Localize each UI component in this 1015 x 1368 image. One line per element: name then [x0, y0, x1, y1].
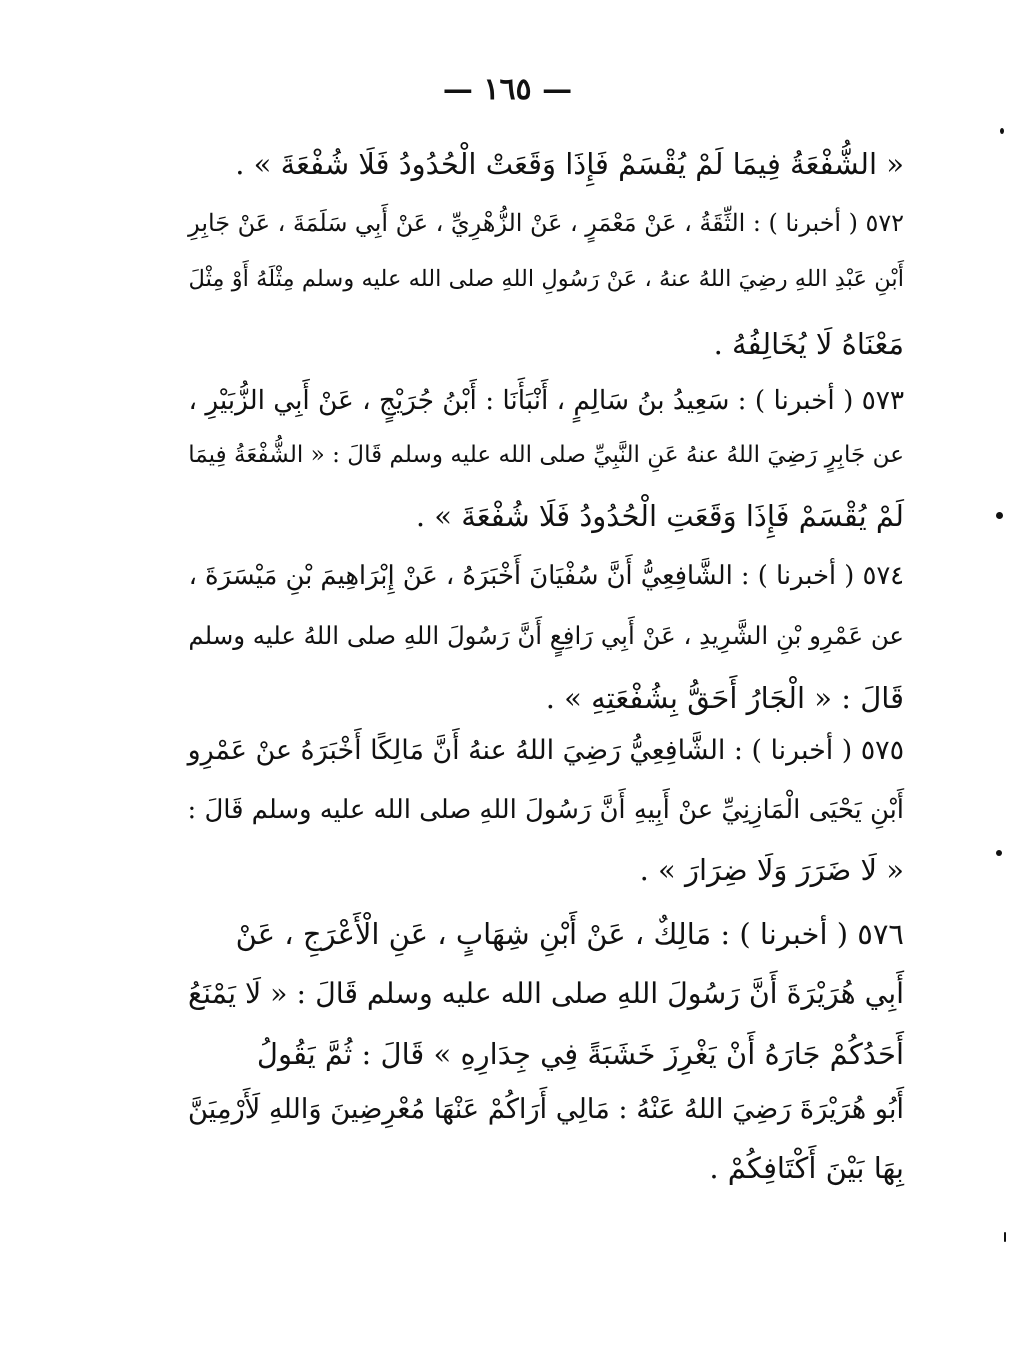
- margin-mark: [996, 512, 1003, 519]
- text-line: ٥٧٤ ( أخبرنا ) : الشَّافِعِيُّ أَنَّ سُفْيَانَ أَخْبَرَهُ ، عَنْ إِبْرَاهِيمَ بْنِ مَيْسَرَةَ ،: [188, 561, 904, 591]
- margin-mark: [1000, 128, 1004, 134]
- text-line: « الشُّفْعَةُ فِيمَا لَمْ يُقْسَمْ فَإِذَا وَقَعَتْ الْحُدُودُ فَلَا شُفْعَةَ » .: [235, 147, 904, 181]
- margin-mark: [1004, 1232, 1006, 1242]
- text-line: ٥٧٦ ( أخبرنا ) : مَالِكٌ ، عَنْ أَبْنِ شِهَابٍ ، عَنِ الْأَعْرَجِ ، عَنْ: [235, 917, 904, 951]
- text-line: أَبُو هُرَيْرَةَ رَضِيَ اللهُ عَنْهُ : مَالِي أَرَاكُمْ عَنْهَا مُعْرِضِينَ وَاللهِ لَأَرْمِيَنَّ: [187, 1094, 904, 1125]
- text-line: أَحَدُكُمْ جَارَهُ أَنْ يَغْرِزَ خَشَبَةً فِي جِدَارِهِ » قَالَ : ثُمَّ يَقُولُ: [256, 1037, 904, 1071]
- margin-mark: [996, 850, 1002, 856]
- text-line: أَبْنِ عَبْدِ اللهِ رضِيَ اللهُ عنهُ ، عَنْ رَسُولِ اللهِ صلى الله عليه وسلم مِثْلَهُ أَوْ مِثْلَ: [188, 266, 904, 292]
- text-line: أَبْنِ يَحْيَى الْمَازِنِيِّ عنْ أَبِيهِ أَنَّ رَسُولَ اللهِ صلى الله عليه وسلم قَالَ :: [187, 795, 904, 825]
- text-line: عن عَمْرِو بْنِ الشَّرِيدِ ، عَنْ أَبِي رَافِعٍ أَنَّ رَسُولَ اللهِ صلى اللهُ عليه وسلم: [188, 621, 904, 650]
- text-line: قَالَ : « الْجَارُ أَحَقُّ بِشُفْعَتِهِ » .: [545, 681, 904, 715]
- page-number: — ١٦٥ —: [442, 72, 573, 107]
- text-line: ٥٧٢ ( أخبرنا ) : الثِّقَةُ ، عَنْ مَعْمَرٍ ، عَنْ الزُّهْرِيِّ ، عَنْ أَبِي سَلَمَةَ ، عَنْ جَابِرِ: [188, 209, 904, 237]
- text-line: لَمْ يُقْسَمْ فَإِذَا وَقَعَتِ الْحُدُودُ فَلَا شُفْعَةَ » .: [415, 499, 904, 533]
- text-line: ٥٧٥ ( أخبرنا ) : الشَّافِعِيُّ رَضِيَ اللهُ عنهُ أَنَّ مَالِكًا أَخْبَرَهُ عنْ عَمْرِو: [187, 735, 904, 766]
- text-line: مَعْنَاهُ لَا يُخَالِفُهُ .: [713, 327, 904, 361]
- text-line: بِهَا بَيْنَ أَكْتَافِكُمْ .: [709, 1151, 904, 1185]
- text-line: « لَا ضَرَرَ وَلَا ضِرَارَ » .: [639, 853, 904, 887]
- text-line: أَبِي هُرَيْرَةَ أَنَّ رَسُولَ اللهِ صلى الله عليه وسلم قَالَ : « لَا يَمْنَعُ: [188, 977, 904, 1010]
- text-line: ٥٧٣ ( أخبرنا ) : سَعِيدُ بنُ سَالِمٍ ، أَنْبَأَنَا : أَبْنُ جُرَيْجٍ ، عَنْ أَبِي الزُّبَيْرِ ،: [188, 386, 904, 416]
- text-line: عن جَابِرٍ رَضِيَ اللهُ عنهُ عَنِ النَّبِيِّ صلى الله عليه وسلم قَالَ : « الشُّفْعَةُ فِيمَا: [188, 442, 904, 468]
